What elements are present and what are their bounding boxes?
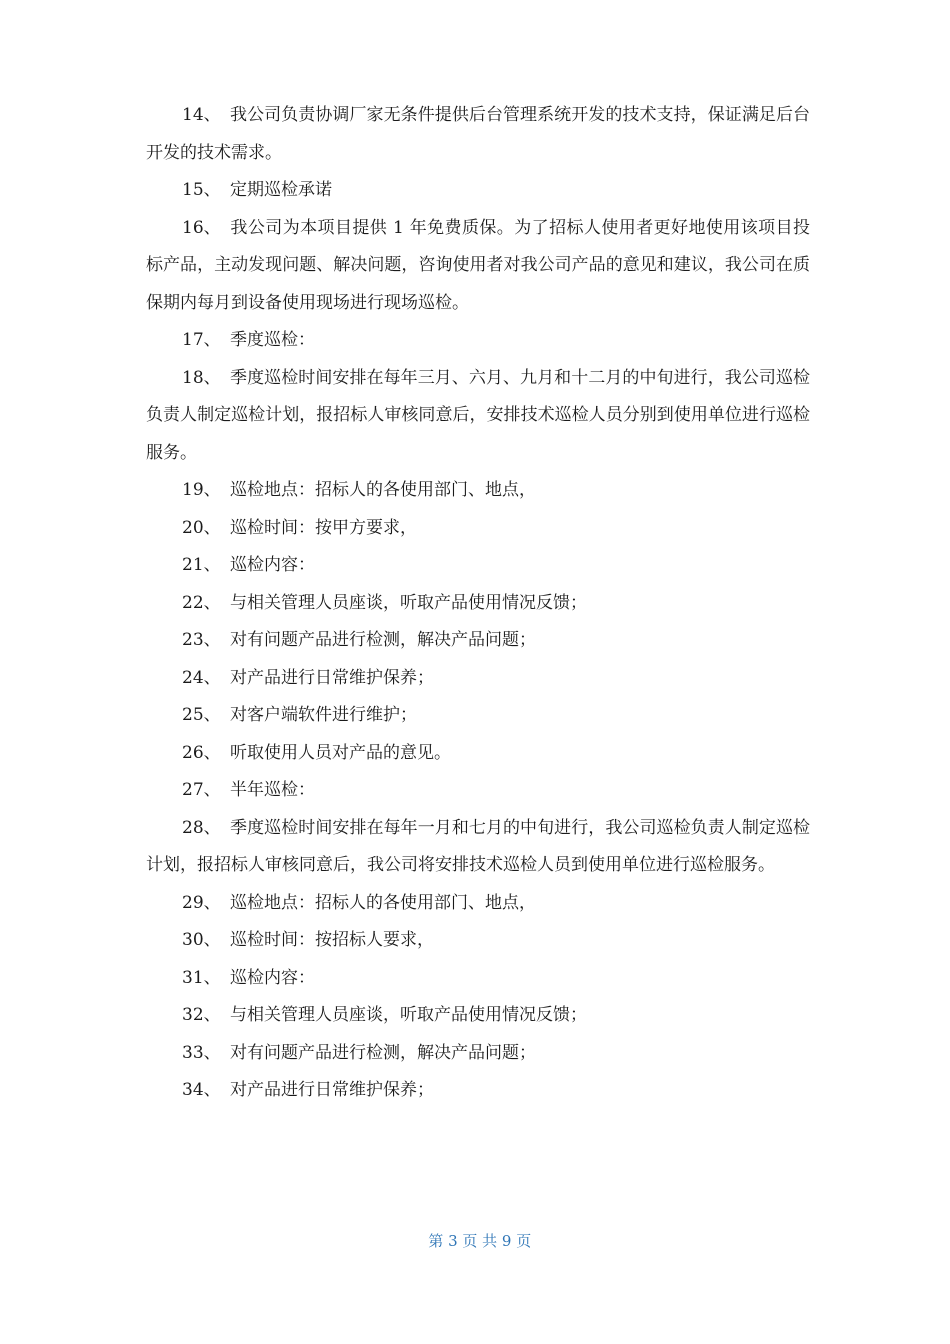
paragraph-34: [146, 1072, 810, 1110]
paragraph-16: [146, 210, 810, 323]
document-body: [146, 97, 810, 1110]
item-text: 我公司负责协调厂家无条件提供后台管理系统开发的技术支持，保证满足后台开发的技术需求。: [146, 105, 810, 163]
item-text: 季度巡检时间安排在每年一月和七月的中旬进行，我公司巡检负责人制定巡检计划，报招标人审核同意后，我公司将安排技术巡检人员到使用单位进行巡检服务。: [146, 817, 810, 875]
item-text: 对客户端软件进行维护；: [230, 705, 417, 725]
item-number: 14、: [182, 105, 221, 125]
item-text: 对有问题产品进行检测，解决产品问题；: [230, 1042, 536, 1063]
item-number: 15、: [182, 180, 221, 200]
paragraph-26: [146, 735, 810, 773]
item-text: 定期巡检承诺: [230, 180, 332, 200]
item-number: 19、: [182, 480, 221, 500]
page-number: 第 3 页 共 9 页: [428, 1232, 532, 1250]
item-text: 半年巡检：: [230, 780, 315, 800]
item-number: 20、: [182, 517, 221, 538]
paragraph-14: [146, 97, 810, 172]
paragraph-19: [146, 472, 810, 510]
item-text: 对有问题产品进行检测，解决产品问题；: [230, 630, 536, 650]
item-number: 23、: [182, 630, 221, 650]
item-number: 18、: [182, 367, 221, 388]
paragraph-28: [146, 810, 810, 885]
item-text: 巡检地点：招标人的各使用部门、地点，: [230, 480, 536, 500]
item-text: 巡检时间：按甲方要求，: [230, 517, 417, 538]
paragraph-24: [146, 660, 810, 698]
item-text: 巡检内容：: [230, 555, 315, 575]
item-text: 巡检地点：招标人的各使用部门、地点，: [230, 892, 536, 913]
paragraph-31: [146, 960, 810, 998]
paragraph-30: [146, 922, 810, 960]
item-number: 25、: [182, 705, 221, 725]
paragraph-21: [146, 547, 810, 585]
paragraph-25: [146, 697, 810, 735]
item-text: 与相关管理人员座谈，听取产品使用情况反馈；: [230, 592, 587, 613]
item-text: 对产品进行日常维护保养；: [230, 667, 434, 688]
item-text: 季度巡检：: [230, 330, 315, 350]
item-number: 16、: [182, 217, 221, 238]
item-text: 我公司为本项目提供 1 年免费质保。为了招标人使用者更好地使用该项目投标产品，主动发现问题、解决问题，咨询使用者对我公司产品的意见和建议，我公司在质保期内每月到设备使用现场进行现场巡检。: [146, 217, 810, 313]
item-number: 17、: [182, 330, 221, 350]
item-text: 季度巡检时间安排在每年三月、六月、九月和十二月的中旬进行，我公司巡检负责人制定巡检计划，报招标人审核同意后，安排技术巡检人员分别到使用单位进行巡检服务。: [146, 367, 810, 463]
item-number: 28、: [182, 817, 221, 838]
item-number: 30、: [182, 930, 221, 950]
item-text: 听取使用人员对产品的意见。: [230, 742, 451, 763]
item-number: 24、: [182, 667, 221, 688]
item-text: 对产品进行日常维护保养；: [230, 1080, 434, 1100]
item-text: 巡检内容：: [230, 967, 315, 988]
paragraph-23: [146, 622, 810, 660]
item-number: 22、: [182, 592, 221, 613]
paragraph-20: [146, 510, 810, 548]
item-number: 34、: [182, 1080, 221, 1100]
paragraph-22: [146, 585, 810, 623]
page-footer: [0, 1212, 950, 1251]
item-text: 与相关管理人员座谈，听取产品使用情况反馈；: [230, 1005, 587, 1025]
item-number: 27、: [182, 780, 221, 800]
paragraph-29: [146, 885, 810, 923]
item-number: 31、: [182, 967, 221, 988]
item-number: 32、: [182, 1005, 221, 1025]
paragraph-15: [146, 172, 810, 210]
paragraph-32: [146, 997, 810, 1035]
item-text: 巡检时间：按招标人要求，: [230, 930, 434, 950]
item-number: 26、: [182, 742, 221, 763]
paragraph-17: [146, 322, 810, 360]
paragraph-18: [146, 360, 810, 473]
item-number: 29、: [182, 892, 221, 913]
item-number: 21、: [182, 555, 221, 575]
paragraph-33: [146, 1035, 810, 1073]
item-number: 33、: [182, 1042, 221, 1063]
paragraph-27: [146, 772, 810, 810]
